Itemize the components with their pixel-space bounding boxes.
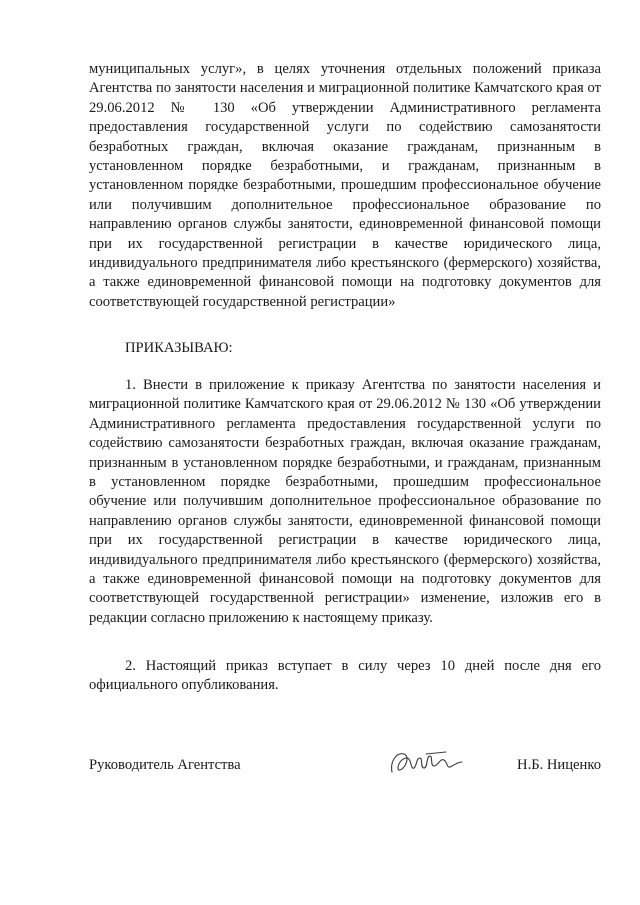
signatory-position: Руководитель Агентства [89,757,241,773]
handwritten-signature [386,746,466,782]
signature-block [89,756,601,796]
order-heading: ПРИКАЗЫВАЮ: [125,340,233,356]
order-item-1: 1. Внести в приложение к приказу Агентства по занятости населения и миграционной политике Камчатского края от 29.06.2012 № 130 «Об утверждении Административного регламента предоставления государственной услуги по содействию самозанятости безработных граждан, включая оказание гражданам, признанным в установленном порядке безработными, и гражданам, признанным в установленном порядке безработными, прошедшим профессиональное обучение или получившим дополнительное профессиональное образование по направлению органов службы занятости, единовременной финансовой помощи при их государственной регистрации в качестве юридического лица, индивидуального предпринимателя либо крестьянского (фермерского) хозяйства, а также единовременной финансовой помощи на подготовку документов для соответствующей государственной регистрации» изменение, изложив его в редакции согласно приложению к настоящему приказу. [89,377,601,626]
signatory-name: Н.Б. Ниценко [517,757,601,773]
intro-paragraph: муниципальных услуг», в целях уточнения отдельных положений приказа Агентства по занятости населения и миграционной политике Камчатского края от 29.06.2012 № 130 «Об утверждении Административного регламента предоставления государственной услуги по содействию самозанятости безработных граждан, включая оказание гражданам, признанным в установленном порядке безработными, и гражданам, признанным в установленном порядке безработными, прошедшим профессиональное обучение или получившим дополнительное профессиональное образование по направлению органов службы занятости, единовременной финансовой помощи при их государственной регистрации в качестве юридического лица, индивидуального предпринимателя либо крестьянского (фермерского) хозяйства, а также единовременной финансовой помощи на подготовку документов для соответствующей государственной регистрации» [89,61,601,310]
order-item-2: 2. Настоящий приказ вступает в силу через 10 дней после дня его официального опубликования. [89,658,601,694]
